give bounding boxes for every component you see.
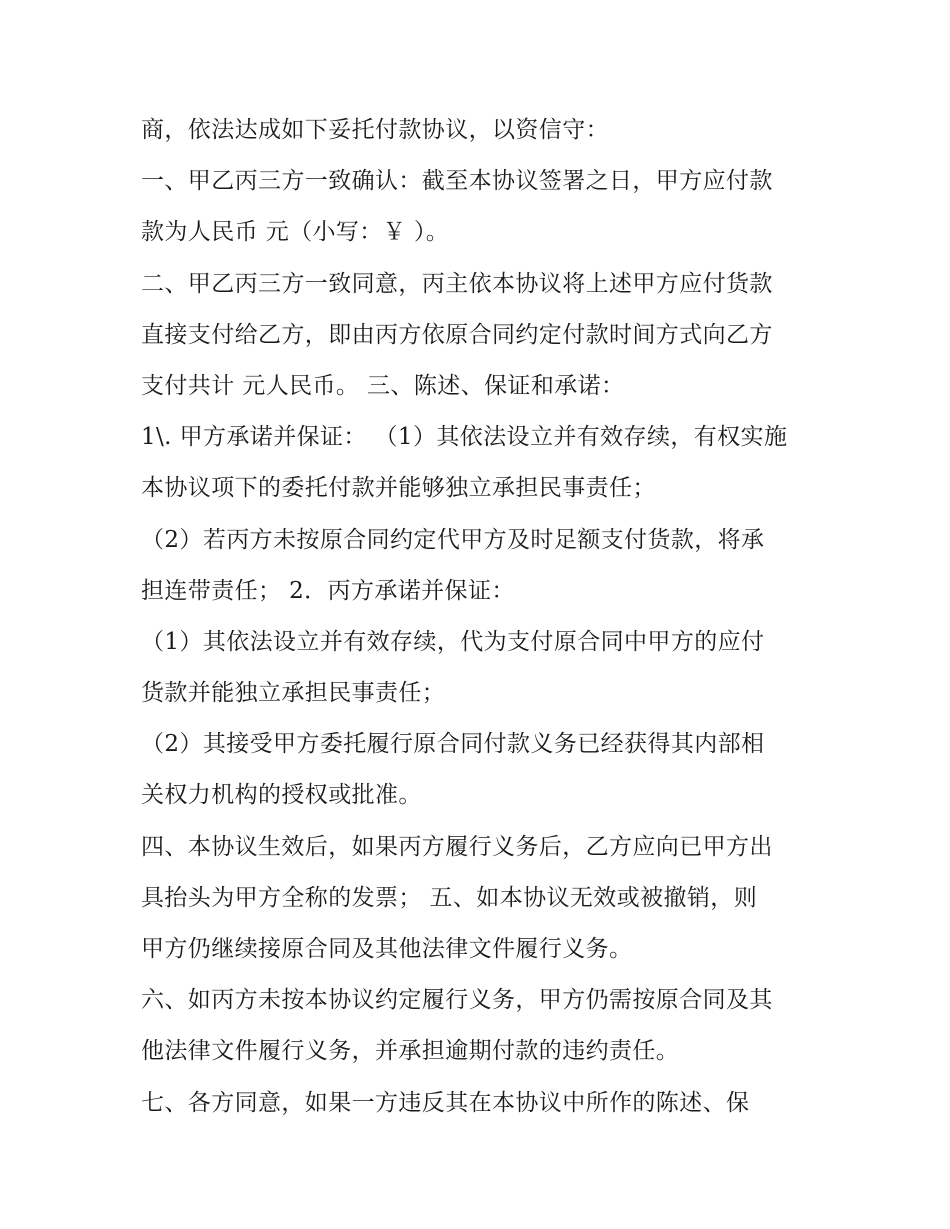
text-line: 款为人民币 元（小写：￥ ）。 (141, 219, 450, 246)
text-line: 担连带责任； 2．丙方承诺并保证： (141, 577, 515, 604)
text-line: 六、如丙方未按本协议约定履行义务，甲方仍需按原合同及其 (141, 987, 773, 1014)
text-line: 1\. 甲方承诺并保证： （1）其依法设立并有效存续，有权实施 (141, 424, 788, 451)
text-line: 一、甲乙丙三方一致确认：截至本协议签署之日，甲方应付款 (141, 168, 773, 195)
text-line: 他法律文件履行义务，并承担逾期付款的违约责任。 (141, 1038, 680, 1065)
text-line: 七、各方同意，如果一方违反其在本协议中所作的陈述、保 (141, 1089, 750, 1116)
text-line: 甲方仍继续接原合同及其他法律文件履行义务。 (141, 936, 633, 962)
text-line: 四、本协议生效后，如果丙方履行义务后，乙方应向已甲方出 (141, 833, 773, 860)
text-line: （2）其接受甲方委托履行原合同付款义务已经获得其内部相 (141, 731, 765, 758)
text-line: 直接支付给乙方，即由丙方依原合同约定付款时间方式向乙方 (141, 321, 773, 348)
text-line: 具抬头为甲方全称的发票； 五、如本协议无效或被撤销，则 (141, 884, 758, 911)
text-line: 关权力机构的授权或批准。 (141, 782, 422, 809)
document-body (141, 105, 821, 1129)
text-line: 二、甲乙丙三方一致同意，丙主依本协议将上述甲方应付货款 (141, 270, 773, 297)
text-line: 支付共计 元人民币。 三、陈述、保证和承诺： (141, 372, 625, 399)
text-line: 本协议项下的委托付款并能够独立承担民事责任； (141, 475, 656, 502)
text-line: 货款并能独立承担民事责任； (141, 680, 446, 707)
text-line: 商，依法达成如下妥托付款协议，以资信守： (141, 117, 609, 143)
text-line: （2）若丙方未按原合同约定代甲方及时足额支付货款，将承 (141, 526, 765, 553)
text-line: （1）其依法设立并有效存续，代为支付原合同中甲方的应付 (141, 628, 765, 655)
